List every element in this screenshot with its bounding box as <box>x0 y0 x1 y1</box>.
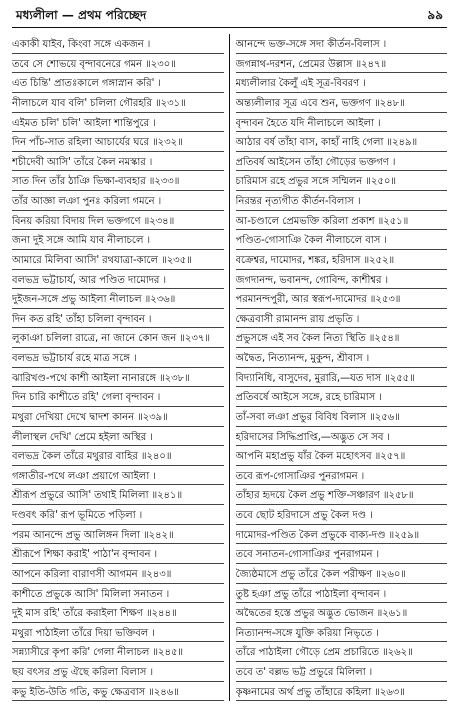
verse-line: দিন কত রহি' তাঁহা চলিলা বৃন্দাবন । <box>12 309 224 329</box>
verse-line: বলভদ্র ভট্টাচার্য রহে মাত্র সঙ্গে । <box>12 348 224 368</box>
verse-line: বলভদ্র ভট্টাচার্য, আর পণ্ডিত দামোদর । <box>12 270 224 290</box>
verse-line: সাত দিন তাঁর ঠাঞি ভিক্ষা-ব্যবহার ॥২৩৩॥ <box>12 171 224 191</box>
verse-line: আপনে করিলা বারাণসী আগমন ॥২৪৩॥ <box>12 564 224 584</box>
verse-line: তাঁ-সবা লঞা প্রভুর বিবিধ বিলাস ॥২৫৬॥ <box>236 407 448 427</box>
verse-line: তবে রূপ-গোসাঞির পুনরাগমন । <box>236 466 448 486</box>
verse-line: মথুরা দেখিয়া দেখে দ্বাদশ কানন ॥২৩৯॥ <box>12 407 224 427</box>
verse-line: মথুরা পাঠাইলা তাঁরে দিয়া ভক্তিবল । <box>12 623 224 643</box>
page-number: ৯৯ <box>427 8 443 22</box>
verse-line: তবে সে শোভয়ে বৃন্দাবনেরে গমন ॥২৩০॥ <box>12 54 224 74</box>
right-column <box>230 34 448 701</box>
page-header <box>12 4 447 28</box>
verse-line: সন্ন্যাসীরে কৃপা করি' গেলা নীলাচল ॥২৪৫॥ <box>12 642 224 662</box>
verse-line: দিন চারি কাশীতে রহি' গেলা বৃন্দাবন । <box>12 387 224 407</box>
verse-line: এত চিন্তি' প্রাতঃকালে গঙ্গাস্নান করি' । <box>12 73 224 93</box>
verse-line: আনন্দে ভক্ত-সঙ্গে সদা কীর্তন-বিলাস । <box>236 34 448 54</box>
verse-line: দুই মাস রহি' তাঁরে করাইলা শিক্ষণ ॥২৪৪॥ <box>12 603 224 623</box>
verse-line: বক্রেশ্বর, দামোদর, শঙ্কর, হরিদাস ॥২৫২॥ <box>236 250 448 270</box>
verse-line: জ্যৈষ্ঠমাসে প্রভু তাঁরে কৈল পরীক্ষণ ॥২৬০॥ <box>236 564 448 584</box>
verse-line: শ্রীরূপে শিক্ষা করাই' পাঠা'ন বৃন্দাবন । <box>12 544 224 564</box>
verse-line: নিরন্তর নৃত্যগীত কীর্তন-বিলাস । <box>236 191 448 211</box>
verse-line: পণ্ডিত-গোসাঞি কৈল নীলাচলে বাস । <box>236 230 448 250</box>
verse-line: মধ্যলীলার কৈলুঁ এই সূত্র-বিবরণ । <box>236 73 448 93</box>
header-rule <box>12 27 447 28</box>
left-column <box>12 34 230 701</box>
verse-line: জগদানন্দ, ভবানন্দ, গোবিন্দ, কাশীশ্বর । <box>236 270 448 290</box>
verse-line: আ-চণ্ডালে প্রেমভক্তি করিলা প্রকাশ ॥২৫১॥ <box>236 211 448 231</box>
verse-columns <box>12 34 447 701</box>
verse-line: পরমানন্দপুরী, আর স্বরূপ-দামোদর ॥২৫৩॥ <box>236 289 448 309</box>
verse-line: শচীদেবী আসি' তাঁরে কৈল নমস্কার । <box>12 152 224 172</box>
verse-line: প্রতিবর্ষ আইসেন তাঁহা গৌড়ের ভক্তগণ । <box>236 152 448 172</box>
verse-line: তাঁরে পাঠাইলা গৌড়ে প্রেম প্রচারিতে ॥২৬২॥ <box>236 642 448 662</box>
verse-line: তবে সনাতন-গোসাঞির পুনরাগমন । <box>236 544 448 564</box>
verse-line: প্রভুসঙ্গে এই সব কৈল নিত্য স্থিতি ॥২৫৪॥ <box>236 328 448 348</box>
verse-line: তুষ্ট হঞা প্রভু তাঁরে পাঠাইলা বৃন্দাবন । <box>236 584 448 604</box>
verse-line: নিত্যানন্দ-সঙ্গে যুক্তি করিয়া নিভৃতে । <box>236 623 448 643</box>
verse-line: চারিমাস রহে প্রভুর সঙ্গে সম্মিলন ॥২৫০॥ <box>236 171 448 191</box>
verse-line: আপনি মহাপ্রভু যাঁর কৈল মহোৎসব ॥২৫৭॥ <box>236 446 448 466</box>
verse-line: লীলাস্থল দেখি' প্রেমে হইলা অস্থির । <box>12 427 224 447</box>
verse-line: তাঁর আজ্ঞা লঞা পুনঃ করিলা গমনে । <box>12 191 224 211</box>
verse-line: দিন পাঁচ-সাত রহিলা আচার্যের ঘরে ॥২৩২॥ <box>12 132 224 152</box>
verse-line: হরিদাসের সিদ্ধিপ্রাপ্তি,—অদ্ভুত সে সব । <box>236 427 448 447</box>
verse-line: জনা দুই সঙ্গে আমি যাব নীলাচলে । <box>12 230 224 250</box>
verse-line: পরম আনন্দে প্রভু আলিঙ্গন দিলা ॥২৪২॥ <box>12 525 224 545</box>
verse-line: তবে ত' বল্লভ ভট্ট প্রভুরে মিলিলা । <box>236 662 448 682</box>
verse-line: কৃষ্ণনামের অর্থ প্রভু তাঁহারে কহিলা ॥২৬৩॥ <box>236 682 448 702</box>
verse-line: দামোদর-পণ্ডিত কৈল প্রভুকে বাক্য-দণ্ড ॥২৫৯॥ <box>236 525 448 545</box>
verse-line: বিদ্যানিধি, বাসুদেব, মুরারি,—যত দাস ॥২৫৫॥ <box>236 368 448 388</box>
verse-line: আমারে মিলিবা আসি' রথযাত্রা-কালে ॥২৩৫॥ <box>12 250 224 270</box>
verse-line: দুইজন-সঙ্গে প্রভু আইলা নীলাচল ॥২৩৬॥ <box>12 289 224 309</box>
verse-line: অদ্বৈত, নিত্যানন্দ, মুকুন্দ, শ্রীবাস । <box>236 348 448 368</box>
verse-line: প্রতিবর্ষে আইসে সঙ্গে, রহে চারিমাস । <box>236 387 448 407</box>
verse-line: একাকী যাইব, কিংবা সঙ্গে একজন । <box>12 34 224 54</box>
verse-line: আঠার বর্ষ তাঁহা বাস, কাহাঁ নাহি গেলা ॥২৪৯॥ <box>236 132 448 152</box>
verse-line: এইমত চলি' চলি' আইলা শান্তিপুরে । <box>12 113 224 133</box>
verse-line: ছয় বৎসর প্রভু ঐছে করিলা বিলাস । <box>12 662 224 682</box>
verse-line: তাঁহার হৃদয়ে কৈল প্রভু শক্তি-সঞ্চারণ ॥২৫৮॥ <box>236 485 448 505</box>
verse-line: বৃন্দাবন হৈতে যদি নীলাচলে আইলা । <box>236 113 448 133</box>
verse-line: জগন্নাথ-দরশন, প্রেমের উল্লাস ॥২৪৭॥ <box>236 54 448 74</box>
verse-line: কভু ইতি-উতি গতি, কভু ক্ষেত্রবাস ॥২৪৬॥ <box>12 682 224 702</box>
verse-line: বিনয় করিয়া বিদায় দিল ভক্তগণে ॥২৩৪॥ <box>12 211 224 231</box>
verse-line: ক্ষেত্রবাসী রামানন্দ রায় প্রভৃতি । <box>236 309 448 329</box>
verse-line: অন্ত্যলীলার সূত্র এবে শুন, ভক্তগণ ॥২৪৮॥ <box>236 93 448 113</box>
running-title: মধ্যলীলা — প্রথম পরিচ্ছেদ <box>16 8 147 22</box>
verse-line: শ্রীরূপ প্রভুরে আসি' তথাই মিলিলা ॥২৪১॥ <box>12 485 224 505</box>
verse-line: ঝারিখণ্ড-পথে কাশী আইলা নানারঙ্গে ॥২৩৮॥ <box>12 368 224 388</box>
verse-line: তবে ছোট হরিদাসে প্রভু কৈল দণ্ড । <box>236 505 448 525</box>
verse-line: গঙ্গাতীর-পথে লঞা প্রয়াগে আইলা । <box>12 466 224 486</box>
verse-line: দণ্ডবৎ করি' রূপ ভূমিতে পড়িলা । <box>12 505 224 525</box>
verse-line: বলভদ্র কৈল তাঁরে মথুরার বাহির ॥২৪০॥ <box>12 446 224 466</box>
verse-line: নীলাচলে যাব বলি' চলিলা গৌরহরি ॥২৩১॥ <box>12 93 224 113</box>
verse-line: অদ্বৈতের হস্তে প্রভুর অদ্ভুত ভোজন ॥২৬১॥ <box>236 603 448 623</box>
verse-line: লুকাঞা চলিলা রাত্রে, না জানে কোন জন ॥২৩৭॥ <box>12 328 224 348</box>
verse-line: কাশীতে প্রভুকে আসি' মিলিলা সনাতন । <box>12 584 224 604</box>
